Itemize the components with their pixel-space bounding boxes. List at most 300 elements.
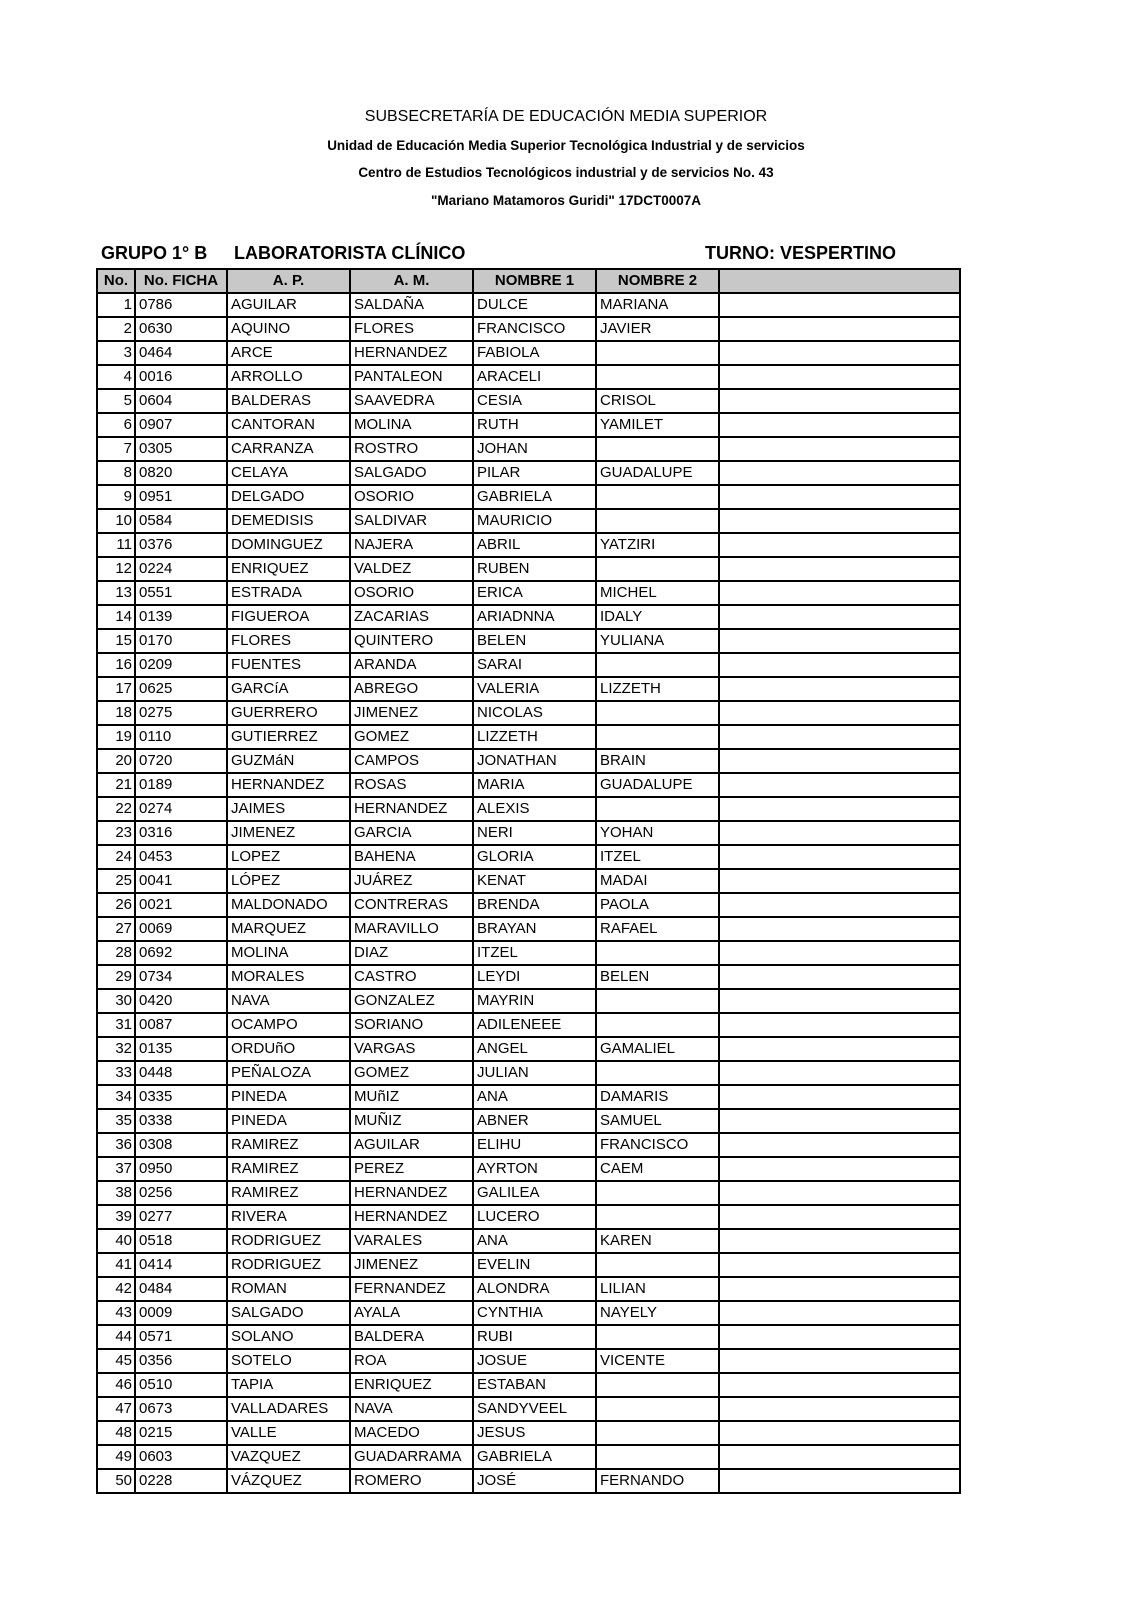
cell-ficha: 0630 [135,317,227,341]
cell-no: 33 [97,1061,135,1085]
table-row [97,797,960,821]
cell-no: 45 [97,1349,135,1373]
cell-blank [719,533,960,557]
cell-ficha: 0484 [135,1277,227,1301]
cell-apellido-paterno: ROMAN [227,1277,350,1301]
cell-nombre-2: MARIANA [596,293,719,317]
cell-no: 36 [97,1133,135,1157]
cell-no: 34 [97,1085,135,1109]
cell-ficha: 0820 [135,461,227,485]
cell-no: 40 [97,1229,135,1253]
cell-blank [719,365,960,389]
cell-blank [719,917,960,941]
table-row [97,1205,960,1229]
table-row [97,1157,960,1181]
cell-apellido-paterno: ENRIQUEZ [227,557,350,581]
cell-apellido-paterno: DOMINGUEZ [227,533,350,557]
table-row [97,1253,960,1277]
cell-apellido-materno: FLORES [350,317,473,341]
cell-apellido-paterno: BALDERAS [227,389,350,413]
cell-no: 27 [97,917,135,941]
cell-ficha: 0338 [135,1109,227,1133]
cell-apellido-materno: ENRIQUEZ [350,1373,473,1397]
cell-apellido-paterno: JAIMES [227,797,350,821]
cell-ficha: 0786 [135,293,227,317]
cell-apellido-materno: BAHENA [350,845,473,869]
cell-nombre-1: ARACELI [473,365,596,389]
cell-ficha: 0335 [135,1085,227,1109]
cell-blank [719,1421,960,1445]
cell-apellido-materno: MOLINA [350,413,473,437]
cell-apellido-materno: SALDAÑA [350,293,473,317]
cell-ficha: 0110 [135,725,227,749]
cell-nombre-1: LUCERO [473,1205,596,1229]
cell-nombre-2: GUADALUPE [596,461,719,485]
cell-blank [719,893,960,917]
cell-ficha: 0316 [135,821,227,845]
cell-ficha: 0215 [135,1421,227,1445]
cell-no: 42 [97,1277,135,1301]
cell-ficha: 0189 [135,773,227,797]
table-row [97,1181,960,1205]
cell-apellido-materno: VARALES [350,1229,473,1253]
cell-blank [719,845,960,869]
cell-blank [719,509,960,533]
cell-apellido-materno: VALDEZ [350,557,473,581]
table-row [97,1037,960,1061]
table-row [97,821,960,845]
cell-nombre-1: ITZEL [473,941,596,965]
cell-ficha: 0584 [135,509,227,533]
cell-apellido-paterno: PINEDA [227,1109,350,1133]
cell-nombre-2 [596,341,719,365]
cell-apellido-paterno: RODRIGUEZ [227,1229,350,1253]
header-subtitle-center: Centro de Estudios Tecnológicos industrial y de servicios No. 43 [358,165,774,180]
cell-no: 28 [97,941,135,965]
cell-ficha: 0951 [135,485,227,509]
cell-apellido-materno: PANTALEON [350,365,473,389]
cell-nombre-2: CRISOL [596,389,719,413]
column-header-ficha: No. FICHA [135,269,227,293]
table-row [97,509,960,533]
table-row [97,389,960,413]
cell-ficha: 0256 [135,1181,227,1205]
cell-nombre-1: JOSÉ [473,1469,596,1493]
table-row [97,533,960,557]
cell-apellido-materno: ZACARIAS [350,605,473,629]
cell-ficha: 0274 [135,797,227,821]
cell-blank [719,773,960,797]
table-row [97,1133,960,1157]
cell-nombre-2 [596,437,719,461]
table-row [97,1277,960,1301]
cell-nombre-1: JONATHAN [473,749,596,773]
cell-blank [719,677,960,701]
table-row [97,341,960,365]
cell-apellido-materno: VARGAS [350,1037,473,1061]
cell-nombre-1: NICOLAS [473,701,596,725]
cell-ficha: 0305 [135,437,227,461]
cell-ficha: 0692 [135,941,227,965]
cell-nombre-2 [596,1397,719,1421]
cell-nombre-1: JULIAN [473,1061,596,1085]
cell-apellido-paterno: SOTELO [227,1349,350,1373]
cell-nombre-2 [596,509,719,533]
cell-apellido-paterno: SOLANO [227,1325,350,1349]
cell-blank [719,557,960,581]
cell-nombre-2 [596,1181,719,1205]
cell-nombre-1: LIZZETH [473,725,596,749]
cell-no: 47 [97,1397,135,1421]
cell-ficha: 0950 [135,1157,227,1181]
cell-nombre-1: JOSUE [473,1349,596,1373]
cell-nombre-1: MARIA [473,773,596,797]
cell-nombre-2: CAEM [596,1157,719,1181]
cell-apellido-materno: GOMEZ [350,1061,473,1085]
cell-apellido-paterno: GARCíA [227,677,350,701]
cell-blank [719,437,960,461]
cell-apellido-materno: ABREGO [350,677,473,701]
table-row [97,605,960,629]
cell-nombre-2: LIZZETH [596,677,719,701]
cell-ficha: 0069 [135,917,227,941]
cell-apellido-paterno: ARCE [227,341,350,365]
cell-no: 9 [97,485,135,509]
cell-no: 2 [97,317,135,341]
table-row [97,1373,960,1397]
table-row [97,893,960,917]
cell-blank [719,965,960,989]
cell-no: 10 [97,509,135,533]
table-row [97,1013,960,1037]
cell-apellido-materno: HERNANDEZ [350,1181,473,1205]
cell-nombre-2 [596,653,719,677]
cell-nombre-2 [596,797,719,821]
cell-nombre-2 [596,725,719,749]
cell-ficha: 0907 [135,413,227,437]
cell-apellido-materno: JIMENEZ [350,701,473,725]
cell-apellido-paterno: ESTRADA [227,581,350,605]
cell-nombre-2 [596,1373,719,1397]
table-row [97,1229,960,1253]
cell-nombre-2 [596,1253,719,1277]
cell-blank [719,869,960,893]
cell-ficha: 0376 [135,533,227,557]
cell-ficha: 0448 [135,1061,227,1085]
table-row [97,725,960,749]
cell-nombre-1: AYRTON [473,1157,596,1181]
cell-nombre-2 [596,1205,719,1229]
table-row [97,413,960,437]
cell-apellido-materno: ROA [350,1349,473,1373]
cell-apellido-paterno: JIMENEZ [227,821,350,845]
cell-no: 7 [97,437,135,461]
cell-blank [719,605,960,629]
cell-apellido-materno: NAJERA [350,533,473,557]
cell-blank [719,389,960,413]
cell-nombre-1: BRENDA [473,893,596,917]
cell-ficha: 0356 [135,1349,227,1373]
cell-nombre-1: FABIOLA [473,341,596,365]
cell-no: 12 [97,557,135,581]
cell-nombre-2: YULIANA [596,629,719,653]
cell-blank [719,1181,960,1205]
cell-apellido-materno: GOMEZ [350,725,473,749]
cell-ficha: 0275 [135,701,227,725]
cell-apellido-paterno: DEMEDISIS [227,509,350,533]
table-row [97,773,960,797]
cell-no: 37 [97,1157,135,1181]
cell-nombre-1: ARIADNNA [473,605,596,629]
cell-ficha: 0041 [135,869,227,893]
header-school-name: "Mariano Matamoros Guridi" 17DCT0007A [430,193,702,208]
cell-apellido-paterno: MORALES [227,965,350,989]
cell-apellido-paterno: LOPEZ [227,845,350,869]
cell-apellido-paterno: CANTORAN [227,413,350,437]
cell-blank [719,1013,960,1037]
cell-nombre-2 [596,989,719,1013]
cell-no: 4 [97,365,135,389]
cell-apellido-materno: ROSAS [350,773,473,797]
cell-ficha: 0308 [135,1133,227,1157]
cell-apellido-materno: DIAZ [350,941,473,965]
cell-apellido-paterno: VALLE [227,1421,350,1445]
cell-blank [719,1085,960,1109]
table-row [97,1301,960,1325]
cell-blank [719,821,960,845]
cell-nombre-1: ANA [473,1085,596,1109]
cell-apellido-paterno: ORDUñO [227,1037,350,1061]
shift-label: TURNO: VESPERTINO [705,243,897,263]
cell-apellido-materno: HERNANDEZ [350,797,473,821]
cell-nombre-1: SANDYVEEL [473,1397,596,1421]
cell-blank [719,1253,960,1277]
cell-no: 18 [97,701,135,725]
cell-apellido-materno: GARCIA [350,821,473,845]
cell-nombre-2 [596,1421,719,1445]
cell-apellido-paterno: GUZMáN [227,749,350,773]
cell-nombre-1: ADILENEEE [473,1013,596,1037]
cell-no: 15 [97,629,135,653]
cell-nombre-1: LEYDI [473,965,596,989]
cell-apellido-materno: HERNANDEZ [350,341,473,365]
table-row [97,461,960,485]
cell-nombre-1: RUBI [473,1325,596,1349]
table-row [97,677,960,701]
cell-apellido-paterno: GUERRERO [227,701,350,725]
cell-nombre-2 [596,557,719,581]
cell-blank [719,725,960,749]
cell-apellido-paterno: FIGUEROA [227,605,350,629]
cell-nombre-1: FRANCISCO [473,317,596,341]
cell-nombre-1: DULCE [473,293,596,317]
cell-nombre-1: GALILEA [473,1181,596,1205]
cell-blank [719,1469,960,1493]
cell-ficha: 0603 [135,1445,227,1469]
table-body [97,293,960,1493]
table-row [97,653,960,677]
cell-no: 29 [97,965,135,989]
cell-nombre-1: BELEN [473,629,596,653]
cell-ficha: 0420 [135,989,227,1013]
cell-no: 48 [97,1421,135,1445]
cell-nombre-1: GABRIELA [473,485,596,509]
cell-apellido-paterno: VAZQUEZ [227,1445,350,1469]
column-header-apellido-paterno: A. P. [227,269,350,293]
cell-nombre-2: YATZIRI [596,533,719,557]
cell-nombre-2: GUADALUPE [596,773,719,797]
cell-apellido-paterno: PEÑALOZA [227,1061,350,1085]
cell-blank [719,1109,960,1133]
cell-apellido-materno: MARAVILLO [350,917,473,941]
cell-nombre-2: NAYELY [596,1301,719,1325]
cell-blank [719,1397,960,1421]
cell-nombre-2 [596,485,719,509]
cell-blank [719,701,960,725]
cell-nombre-2: ITZEL [596,845,719,869]
cell-nombre-1: ESTABAN [473,1373,596,1397]
cell-no: 3 [97,341,135,365]
cell-blank [719,1133,960,1157]
cell-no: 16 [97,653,135,677]
table-row [97,1421,960,1445]
cell-no: 32 [97,1037,135,1061]
cell-apellido-materno: MACEDO [350,1421,473,1445]
cell-apellido-paterno: GUTIERREZ [227,725,350,749]
cell-nombre-2: SAMUEL [596,1109,719,1133]
cell-apellido-paterno: RAMIREZ [227,1133,350,1157]
cell-apellido-paterno: FLORES [227,629,350,653]
cell-nombre-1: GLORIA [473,845,596,869]
cell-apellido-materno: NAVA [350,1397,473,1421]
cell-ficha: 0453 [135,845,227,869]
cell-no: 8 [97,461,135,485]
cell-blank [719,317,960,341]
cell-ficha: 0414 [135,1253,227,1277]
table-row [97,581,960,605]
table-row [97,989,960,1013]
cell-nombre-1: GABRIELA [473,1445,596,1469]
cell-blank [719,1301,960,1325]
cell-ficha: 0016 [135,365,227,389]
cell-nombre-1: KENAT [473,869,596,893]
group-label: GRUPO 1° B [101,243,208,263]
cell-no: 39 [97,1205,135,1229]
cell-apellido-materno: QUINTERO [350,629,473,653]
cell-nombre-2 [596,1013,719,1037]
cell-nombre-2: LILIAN [596,1277,719,1301]
cell-no: 41 [97,1253,135,1277]
cell-no: 13 [97,581,135,605]
cell-no: 46 [97,1373,135,1397]
cell-apellido-paterno: RAMIREZ [227,1157,350,1181]
cell-ficha: 0009 [135,1301,227,1325]
cell-ficha: 0551 [135,581,227,605]
cell-nombre-1: RUBEN [473,557,596,581]
cell-apellido-materno: MUÑIZ [350,1109,473,1133]
cell-apellido-paterno: AGUILAR [227,293,350,317]
cell-nombre-2 [596,701,719,725]
cell-ficha: 0464 [135,341,227,365]
cell-apellido-paterno: SALGADO [227,1301,350,1325]
cell-nombre-1: BRAYAN [473,917,596,941]
cell-nombre-2: DAMARIS [596,1085,719,1109]
table-row [97,293,960,317]
cell-no: 19 [97,725,135,749]
table-row [97,1109,960,1133]
cell-ficha: 0277 [135,1205,227,1229]
cell-blank [719,413,960,437]
cell-nombre-1: CYNTHIA [473,1301,596,1325]
cell-ficha: 0228 [135,1469,227,1493]
cell-blank [719,461,960,485]
cell-no: 26 [97,893,135,917]
cell-apellido-paterno: RODRIGUEZ [227,1253,350,1277]
cell-nombre-2: RAFAEL [596,917,719,941]
cell-apellido-materno: SALDIVAR [350,509,473,533]
cell-blank [719,1061,960,1085]
cell-apellido-materno: FERNANDEZ [350,1277,473,1301]
cell-apellido-materno: CAMPOS [350,749,473,773]
cell-apellido-materno: SORIANO [350,1013,473,1037]
table-row [97,965,960,989]
cell-apellido-materno: AYALA [350,1301,473,1325]
cell-nombre-2 [596,1445,719,1469]
table-row [97,437,960,461]
cell-apellido-paterno: TAPIA [227,1373,350,1397]
cell-no: 11 [97,533,135,557]
cell-apellido-materno: ROMERO [350,1469,473,1493]
column-header-blank [719,269,960,293]
cell-apellido-materno: MUñIZ [350,1085,473,1109]
cell-blank [719,941,960,965]
table-row [97,1469,960,1493]
cell-apellido-paterno: CARRANZA [227,437,350,461]
cell-ficha: 0135 [135,1037,227,1061]
cell-apellido-materno: CASTRO [350,965,473,989]
cell-apellido-materno: HERNANDEZ [350,1205,473,1229]
cell-apellido-paterno: PINEDA [227,1085,350,1109]
cell-apellido-paterno: HERNANDEZ [227,773,350,797]
cell-apellido-paterno: VALLADARES [227,1397,350,1421]
cell-nombre-1: JOHAN [473,437,596,461]
cell-no: 5 [97,389,135,413]
cell-ficha: 0170 [135,629,227,653]
cell-apellido-paterno: DELGADO [227,485,350,509]
header-subtitle-unit: Unidad de Educación Media Superior Tecnológica Industrial y de servicios [327,138,805,153]
cell-apellido-paterno: VÁZQUEZ [227,1469,350,1493]
cell-no: 38 [97,1181,135,1205]
cell-blank [719,989,960,1013]
cell-apellido-materno: GUADARRAMA [350,1445,473,1469]
cell-apellido-materno: OSORIO [350,581,473,605]
cell-no: 14 [97,605,135,629]
cell-no: 21 [97,773,135,797]
cell-no: 17 [97,677,135,701]
table-row [97,1349,960,1373]
cell-blank [719,1349,960,1373]
cell-ficha: 0510 [135,1373,227,1397]
cell-no: 44 [97,1325,135,1349]
cell-ficha: 0720 [135,749,227,773]
cell-no: 25 [97,869,135,893]
cell-no: 6 [97,413,135,437]
cell-nombre-2: JAVIER [596,317,719,341]
table-row [97,941,960,965]
cell-nombre-2: GAMALIEL [596,1037,719,1061]
cell-apellido-materno: ROSTRO [350,437,473,461]
cell-blank [719,629,960,653]
